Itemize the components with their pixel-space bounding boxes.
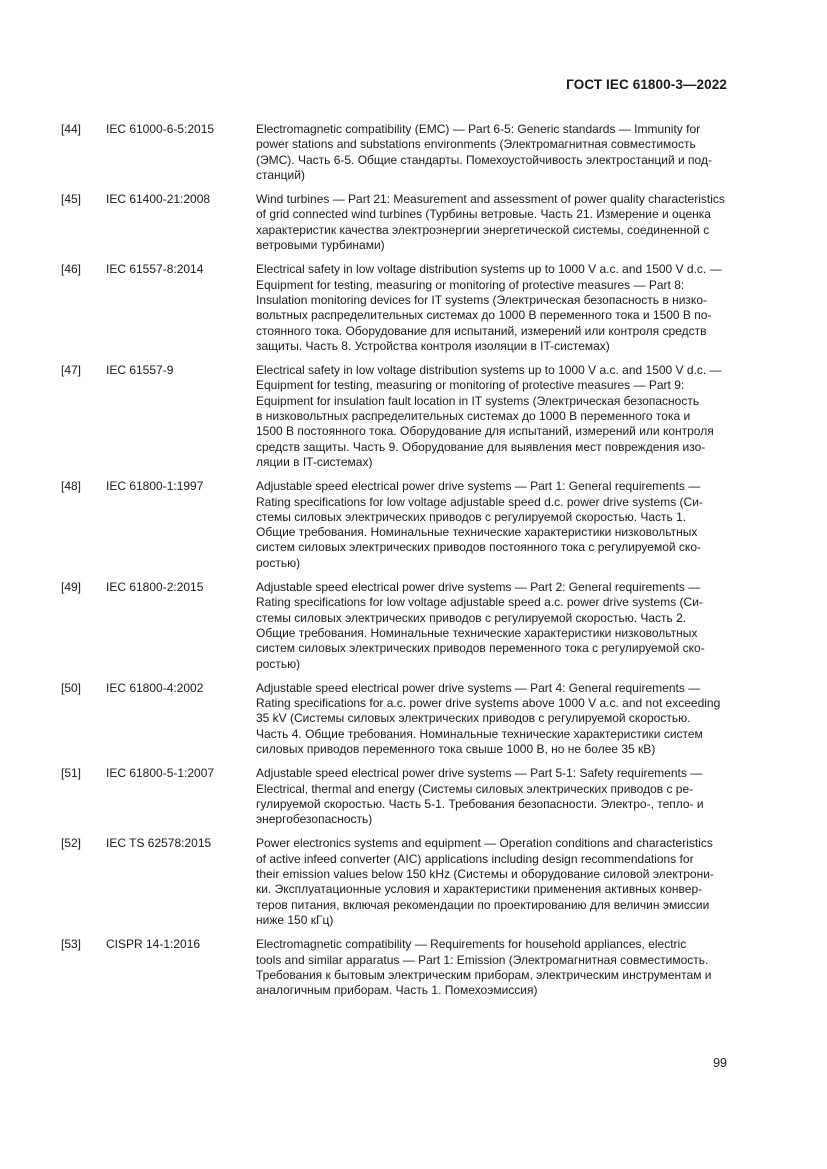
reference-entry-51 (61, 766, 729, 827)
reference-code: IEC 61800-2:2015 (106, 580, 204, 595)
reference-entry-53 (61, 937, 729, 998)
reference-text: Adjustable speed electrical power drive systems — Part 4: General requirements — Rating specifications for a.c. power drive systems above 1000 V a.c. and not exceeding 35 kV (Системы силовых электрических приводов с регулируемой скоростью. Часть 4. Общие требования. Номинальные технические характеристики систем силовых приводов переменного тока свыше 1000 В, но не более 35 кВ) (256, 680, 721, 756)
reference-text: Electromagnetic compatibility — Requirements for household appliances, electric tools and similar apparatus — Part 1: Emission (Электромагнитная совместимость. Требования к бытовым электрическим приборам, электрическим инструментам и аналогичным приборам. Часть 1. Помехоэмиссия) (256, 937, 712, 998)
reference-text: Power electronics systems and equipment — Operation conditions and characteristics of active infeed converter (AIC) applications including design recommendations for their emission values below 150 kHz (Системы и оборудование силовой электрони- ки. Эксплуатационные условия и характеристики применения активных конвер- теров питания, включая рекомендации по проектированию для величин эмиссии ниже 150 кГц) (256, 836, 714, 927)
reference-entry-49 (61, 580, 729, 672)
reference-text: Adjustable speed electrical power drive systems — Part 2: General requirements — Rating specifications for low voltage adjustable speed a.c. power drive systems (Си- стемы силовых электрических приводов с регулируемой скоростью. Часть 2. Общие требования. Номинальные технические характеристики низковольтных систем силовых электрических приводов переменного тока с регулируемой ско- ростью) (256, 580, 705, 671)
reference-code: IEC TS 62578:2015 (106, 836, 212, 851)
reference-number: [44] (61, 122, 82, 136)
reference-number: [45] (61, 192, 82, 207)
reference-number: [47] (61, 363, 82, 378)
reference-number: [46] (61, 262, 82, 277)
reference-text: Electrical safety in low voltage distribution systems up to 1000 V a.c. and 1500 V d.c. — Equipment for testing, measuring or monitoring of protective measures — Part 9: Equipment for insulation fault location in IT systems (Электрическая безопасность в низковольтных распределительных системах до 1000 В переменного тока и 1500 В постоянного тока. Оборудование для испытаний, измерений или контроля средств защиты. Часть 9. Оборудование для выявления мест повреждения изо- ляции в IT-системах) (256, 363, 722, 469)
reference-code: IEC 61557-9 (106, 363, 174, 378)
reference-code: IEC 61800-4:2002 (106, 680, 204, 695)
reference-text: Electrical safety in low voltage distribution systems up to 1000 V a.c. and 1500 V d.c. — Equipment for testing, measuring or monitoring of protective measures — Part 8: Insulation monitoring devices for IT systems (Электрическая безопасность в низко- вольтных распределительных системах до 1000 В переменного тока и 1500 В по- стоянного тока. Оборудование для испытаний, измерений или контроля средств защиты. Часть 8. Устройства контроля изоляции в IT-системах) (256, 262, 722, 353)
reference-code: IEC 61800-5-1:2007 (106, 766, 215, 781)
reference-number: [49] (61, 580, 82, 595)
reference-entry-52 (61, 836, 729, 928)
page-number: 99 (713, 1056, 727, 1070)
reference-number: [48] (61, 479, 82, 494)
bibliography-list (61, 122, 729, 1007)
document-header: ГОСТ IEC 61800-3—2022 (566, 77, 727, 92)
reference-code: IEC 61557-8:2014 (106, 262, 204, 277)
reference-entry-50 (61, 681, 729, 757)
reference-code: IEC 61000-6-5:2015 (106, 122, 215, 136)
reference-code: IEC 61800-1:1997 (106, 479, 204, 494)
reference-entry-46 (61, 262, 729, 354)
reference-number: [52] (61, 836, 82, 851)
reference-entry-48 (61, 479, 729, 571)
reference-number: [50] (61, 680, 82, 695)
reference-code: CISPR 14-1:2016 (106, 937, 201, 952)
reference-number: [53] (61, 937, 82, 952)
reference-text: Adjustable speed electrical power drive systems — Part 1: General requirements — Rating specifications for low voltage adjustable speed d.c. power drive systems (Си- стемы силовых электрических приводов с регулируемой скоростью. Часть 1. Общие требования. Номинальные технические характеристики низковольтных систем силовых электрических приводов постоянного тока с регулируемой ско- ростью) (256, 479, 703, 570)
reference-text: Wind turbines — Part 21: Measurement and assessment of power quality characteristics of grid connected wind turbines (Турбины ветровые. Часть 21. Измерение и оценка характеристик качества электроэнергии энергетической системы, соединенной с ветровыми турбинами) (256, 192, 725, 253)
reference-number: [51] (61, 766, 82, 781)
reference-code: IEC 61400-21:2008 (106, 192, 211, 207)
reference-text: Electromagnetic compatibility (EMC) — Part 6-5: Generic standards — Immunity for power stations and substations environments (Электромагнитная совместимость (ЭМС). Часть 6-5. Общие стандарты. Помехоустойчивость электростанций и под- станций) (256, 122, 712, 182)
reference-entry-47 (61, 363, 729, 470)
reference-entry-44 (61, 122, 729, 183)
reference-entry-45 (61, 192, 729, 253)
reference-text: Adjustable speed electrical power drive systems — Part 5-1: Safety requirements — Electrical, thermal and energy (Системы силовых электрических приводов с ре- гулируемой скоростью. Часть 5-1. Требования безопасности. Электро-, тепло- и энергобезопасность) (256, 766, 704, 827)
